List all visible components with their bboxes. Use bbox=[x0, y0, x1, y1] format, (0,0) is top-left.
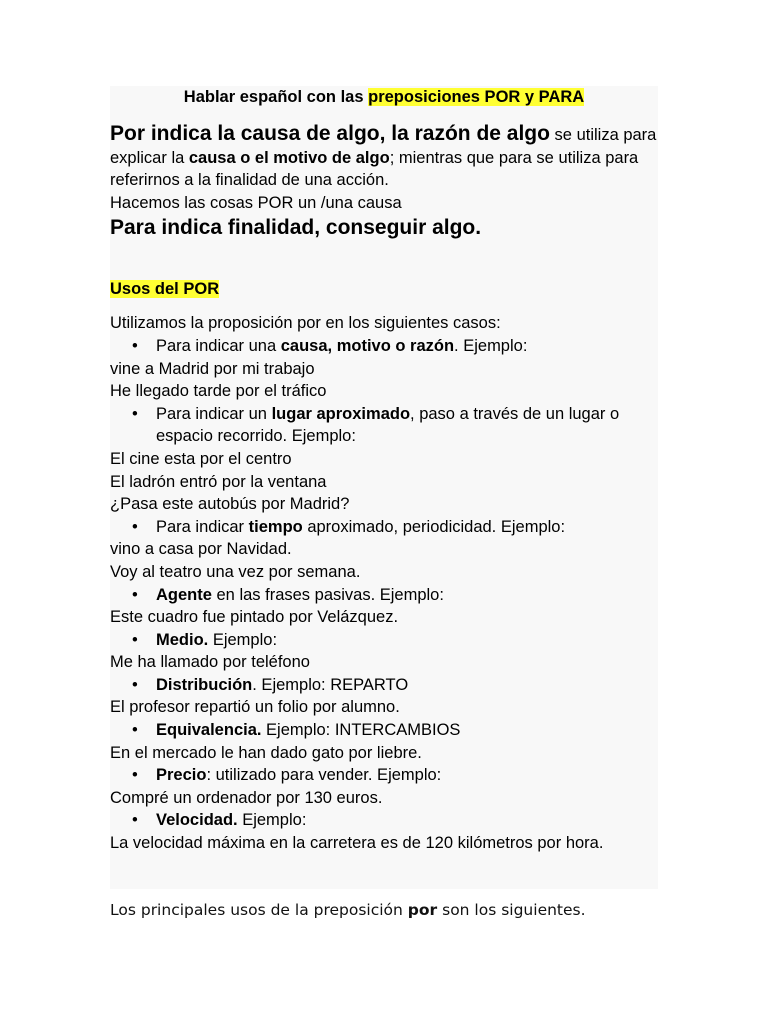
bullet-item bbox=[110, 809, 658, 832]
example-line: vino a casa por Navidad. bbox=[110, 540, 292, 559]
bullet-bold: Velocidad. bbox=[156, 811, 238, 830]
footer-pre: Los principales usos de la preposición bbox=[110, 901, 408, 919]
bullet-dot: • bbox=[132, 766, 138, 785]
document-content bbox=[110, 86, 658, 855]
bullet-text: Ejemplo: bbox=[237, 811, 307, 830]
example-line: ¿Pasa este autobús por Madrid? bbox=[110, 495, 350, 514]
bullet-dot: • bbox=[132, 585, 138, 604]
bullet-text: en las frases pasivas. Ejemplo: bbox=[211, 585, 444, 604]
example-line: Voy al teatro una vez por semana. bbox=[110, 562, 361, 581]
footer-bold: por bbox=[407, 901, 438, 919]
bullet-text: : utilizado para vender. Ejemplo: bbox=[206, 766, 442, 785]
bullet-text: . Ejemplo: bbox=[454, 336, 528, 355]
intro-heading: Por indica la causa de algo, la razón de algo bbox=[110, 122, 550, 145]
bullet-item bbox=[110, 403, 658, 448]
bullet-text: Para indicar un bbox=[156, 404, 272, 423]
bullet-text: aproximado, periodicidad. Ejemplo: bbox=[302, 517, 566, 536]
bullet-item bbox=[110, 764, 658, 787]
intro-text-1: se utiliza para explicar la bbox=[110, 126, 657, 167]
title-highlight: preposiciones POR y PARA bbox=[368, 88, 585, 106]
example-line: Me ha llamado por teléfono bbox=[110, 653, 310, 672]
example-line: El ladrón entró por la ventana bbox=[110, 472, 327, 491]
bullet-item bbox=[110, 674, 658, 697]
intro-paragraph bbox=[110, 122, 658, 192]
intro-bold: causa o el motivo de algo bbox=[188, 148, 390, 167]
bullet-text: . Ejemplo: REPARTO bbox=[252, 675, 409, 694]
example-line: Compré un ordenador por 130 euros. bbox=[110, 788, 383, 807]
section-title bbox=[110, 278, 658, 300]
bullet-text: Ejemplo: bbox=[208, 630, 278, 649]
bullet-item bbox=[110, 629, 658, 652]
example-line: El profesor repartió un folio por alumno. bbox=[110, 698, 400, 717]
bullet-dot: • bbox=[132, 404, 138, 423]
bullet-dot: • bbox=[132, 721, 138, 740]
lead-sentence: Utilizamos la proposición por en los siguientes casos: bbox=[110, 314, 501, 333]
usage-list bbox=[110, 335, 658, 855]
bullet-item bbox=[110, 584, 658, 607]
bullet-bold: Equivalencia. bbox=[156, 721, 262, 740]
bullet-bold: causa, motivo o razón bbox=[280, 336, 455, 355]
intro-text-2: ; mientras que para se utiliza para referirnos a la finalidad de una acción. bbox=[110, 148, 639, 190]
example-line: La velocidad máxima en la carretera es de 120 kilómetros por hora. bbox=[110, 834, 604, 853]
bullet-bold: Distribución bbox=[156, 675, 253, 694]
bullet-text: Ejemplo: INTERCAMBIOS bbox=[261, 721, 461, 740]
bullet-bold: tiempo bbox=[248, 517, 303, 536]
intro-line-2: Hacemos las cosas POR un /una causa bbox=[110, 193, 402, 212]
title-text: Hablar español con las bbox=[183, 88, 369, 106]
bullet-bold: Agente bbox=[156, 585, 212, 604]
page-title bbox=[110, 86, 658, 108]
bullet-bold: Precio bbox=[156, 766, 207, 785]
footer-post: son los siguientes. bbox=[437, 901, 586, 919]
section-title-highlight: Usos del POR bbox=[110, 280, 220, 299]
footer-text bbox=[110, 899, 586, 921]
example-line: Este cuadro fue pintado por Velázquez. bbox=[110, 608, 399, 627]
bullet-dot: • bbox=[132, 630, 138, 649]
bullet-text: , paso a través de un lugar o espacio recorrido. Ejemplo: bbox=[156, 404, 620, 446]
bullet-dot: • bbox=[132, 811, 138, 830]
bullet-item bbox=[110, 335, 658, 358]
bullet-text: Para indicar bbox=[156, 517, 249, 536]
bullet-item bbox=[110, 719, 658, 742]
example-line: vine a Madrid por mi trabajo bbox=[110, 359, 315, 378]
bullet-text: Para indicar una bbox=[156, 336, 281, 355]
bullet-dot: • bbox=[132, 336, 138, 355]
example-line: He llegado tarde por el tráfico bbox=[110, 382, 327, 401]
example-line: El cine esta por el centro bbox=[110, 449, 292, 468]
bullet-dot: • bbox=[132, 517, 138, 536]
bullet-item bbox=[110, 516, 658, 539]
example-line: En el mercado le han dado gato por liebre. bbox=[110, 743, 422, 762]
para-heading: Para indica finalidad, conseguir algo. bbox=[110, 216, 482, 240]
bullet-bold: lugar aproximado bbox=[271, 404, 411, 423]
bullet-bold: Medio. bbox=[156, 630, 209, 649]
bullet-dot: • bbox=[132, 675, 138, 694]
